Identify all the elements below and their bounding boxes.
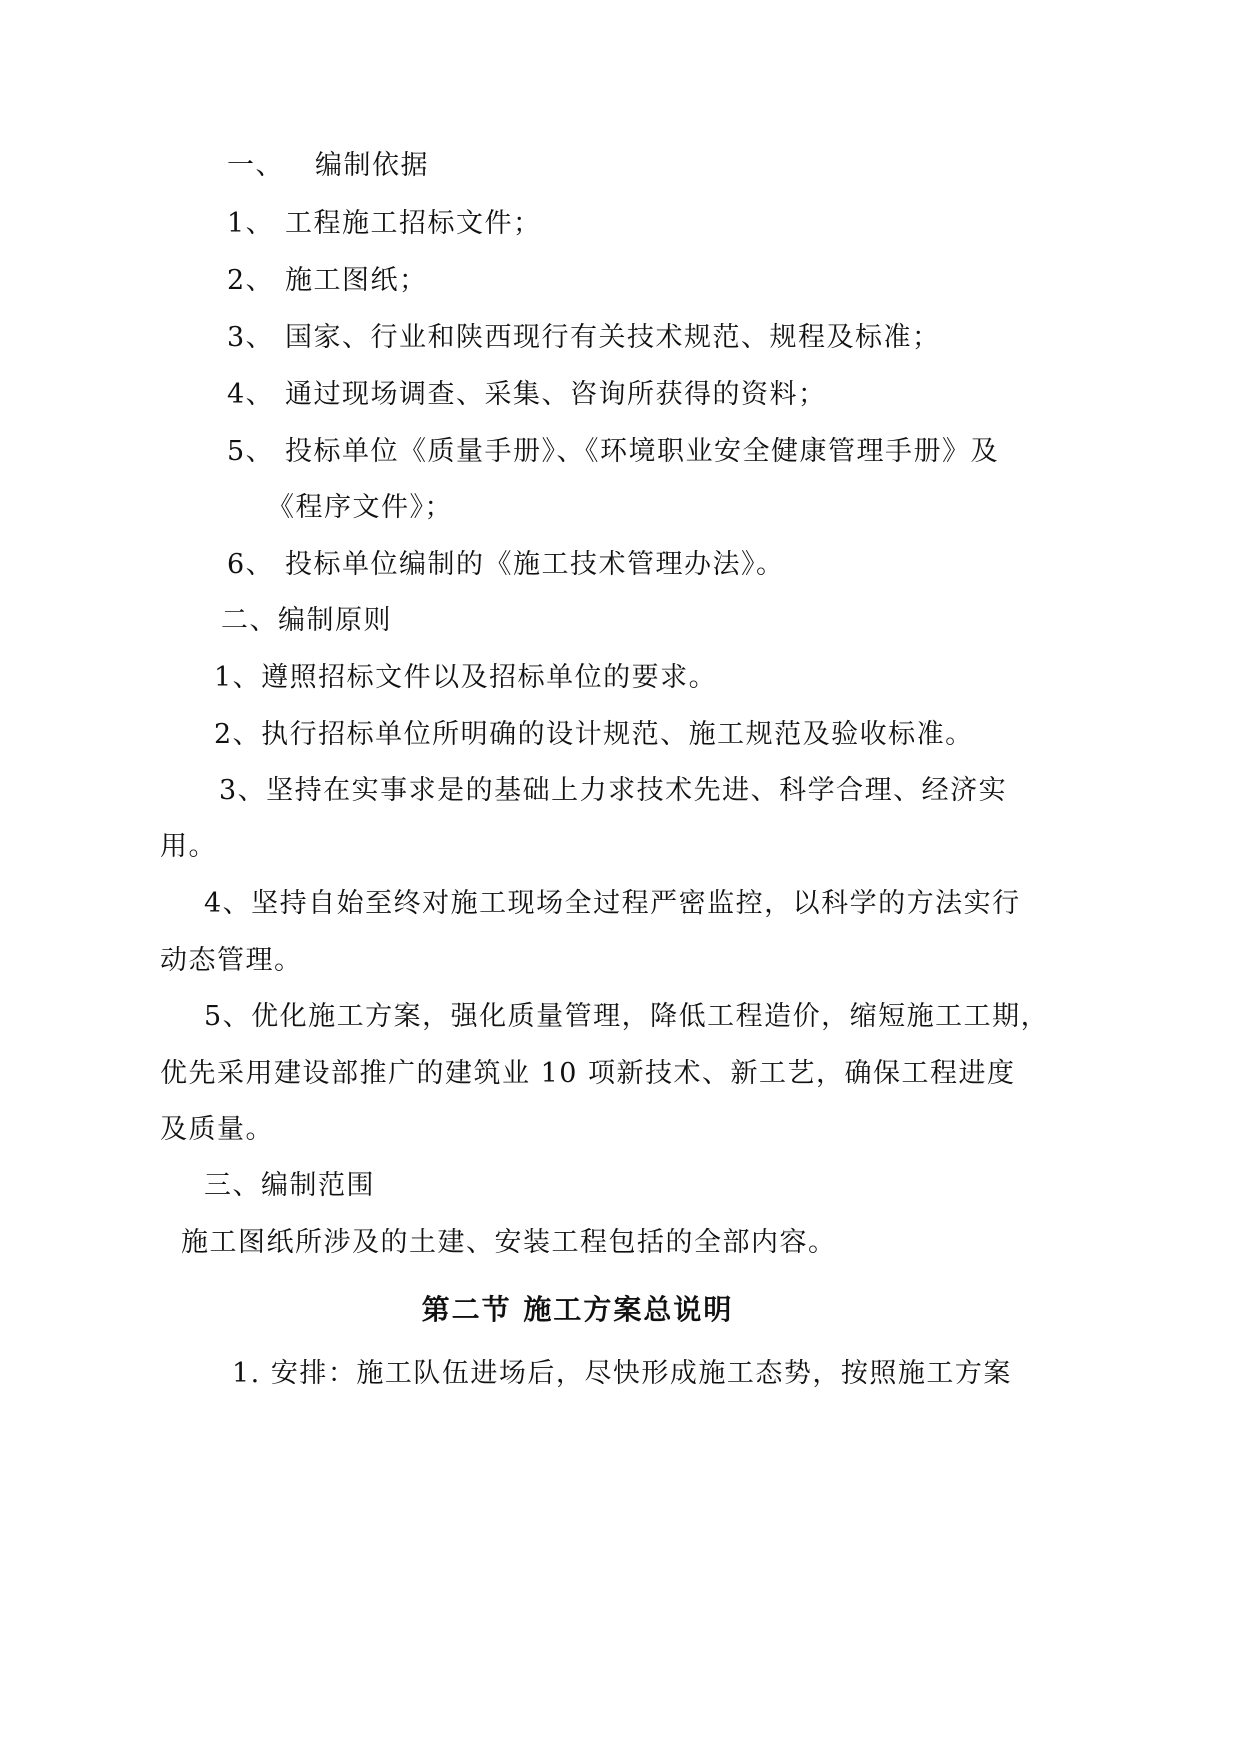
paragraph-line: 4、坚持自始至终对施工现场全过程严密监控，以科学的方法实行 (204, 888, 1021, 919)
list-item-number: 1、 (227, 208, 275, 239)
paragraph-line: 及质量。 (160, 1114, 274, 1145)
section-1-title-text: 编制依据 (315, 150, 429, 181)
section-heading: 第二节 施工方案总说明 (421, 1293, 734, 1326)
list-item-text: 通过现场调查、采集、咨询所获得的资料； (285, 379, 827, 410)
paragraph-line: 动态管理。 (160, 945, 303, 976)
paragraph-line: 用。 (160, 831, 217, 862)
list-item-text: 施工图纸； (285, 265, 428, 296)
paragraph-line: 优先采用建设部推广的建筑业 10 项新技术、新工艺，确保工程进度 (160, 1058, 1016, 1089)
paragraph: 1、遵照招标文件以及招标单位的要求。 (214, 662, 718, 693)
section-2-title: 二、编制原则 (221, 605, 392, 636)
list-item-text: 投标单位《质量手册》、《环境职业安全健康管理手册》及 (285, 436, 999, 467)
list-item (227, 206, 542, 242)
paragraph: 施工图纸所涉及的土建、安装工程包括的全部内容。 (181, 1227, 837, 1258)
list-item (227, 263, 428, 299)
paragraph-line: 1. 安排：施工队伍进场后，尽快形成施工态势，按照施工方案 (232, 1358, 1012, 1389)
list-item-continuation: 《程序文件》； (267, 492, 453, 523)
list-item-text: 国家、行业和陕西现行有关技术规范、规程及标准； (285, 322, 941, 353)
section-3-title: 三、编制范围 (204, 1170, 375, 1201)
list-item (227, 434, 999, 470)
list-item-number: 4、 (227, 379, 275, 410)
paragraph: 2、执行招标单位所明确的设计规范、施工规范及验收标准。 (214, 719, 974, 750)
section-1-title (227, 148, 429, 184)
list-item-number: 6、 (227, 549, 275, 580)
list-item-number: 5、 (227, 436, 275, 467)
paragraph-line: 3、坚持在实事求是的基础上力求技术先进、科学合理、经济实 (219, 775, 1008, 806)
section-1-number: 一、 (227, 150, 284, 181)
list-item-number: 3、 (227, 322, 275, 353)
list-item-text: 投标单位编制的《施工技术管理办法》。 (285, 549, 785, 580)
list-item (227, 320, 941, 356)
list-item (227, 547, 785, 583)
paragraph-line: 5、优化施工方案，强化质量管理，降低工程造价，缩短施工工期， (204, 1001, 1050, 1032)
list-item-text: 工程施工招标文件； (285, 208, 542, 239)
list-item-number: 2、 (227, 265, 275, 296)
list-item (227, 377, 827, 413)
